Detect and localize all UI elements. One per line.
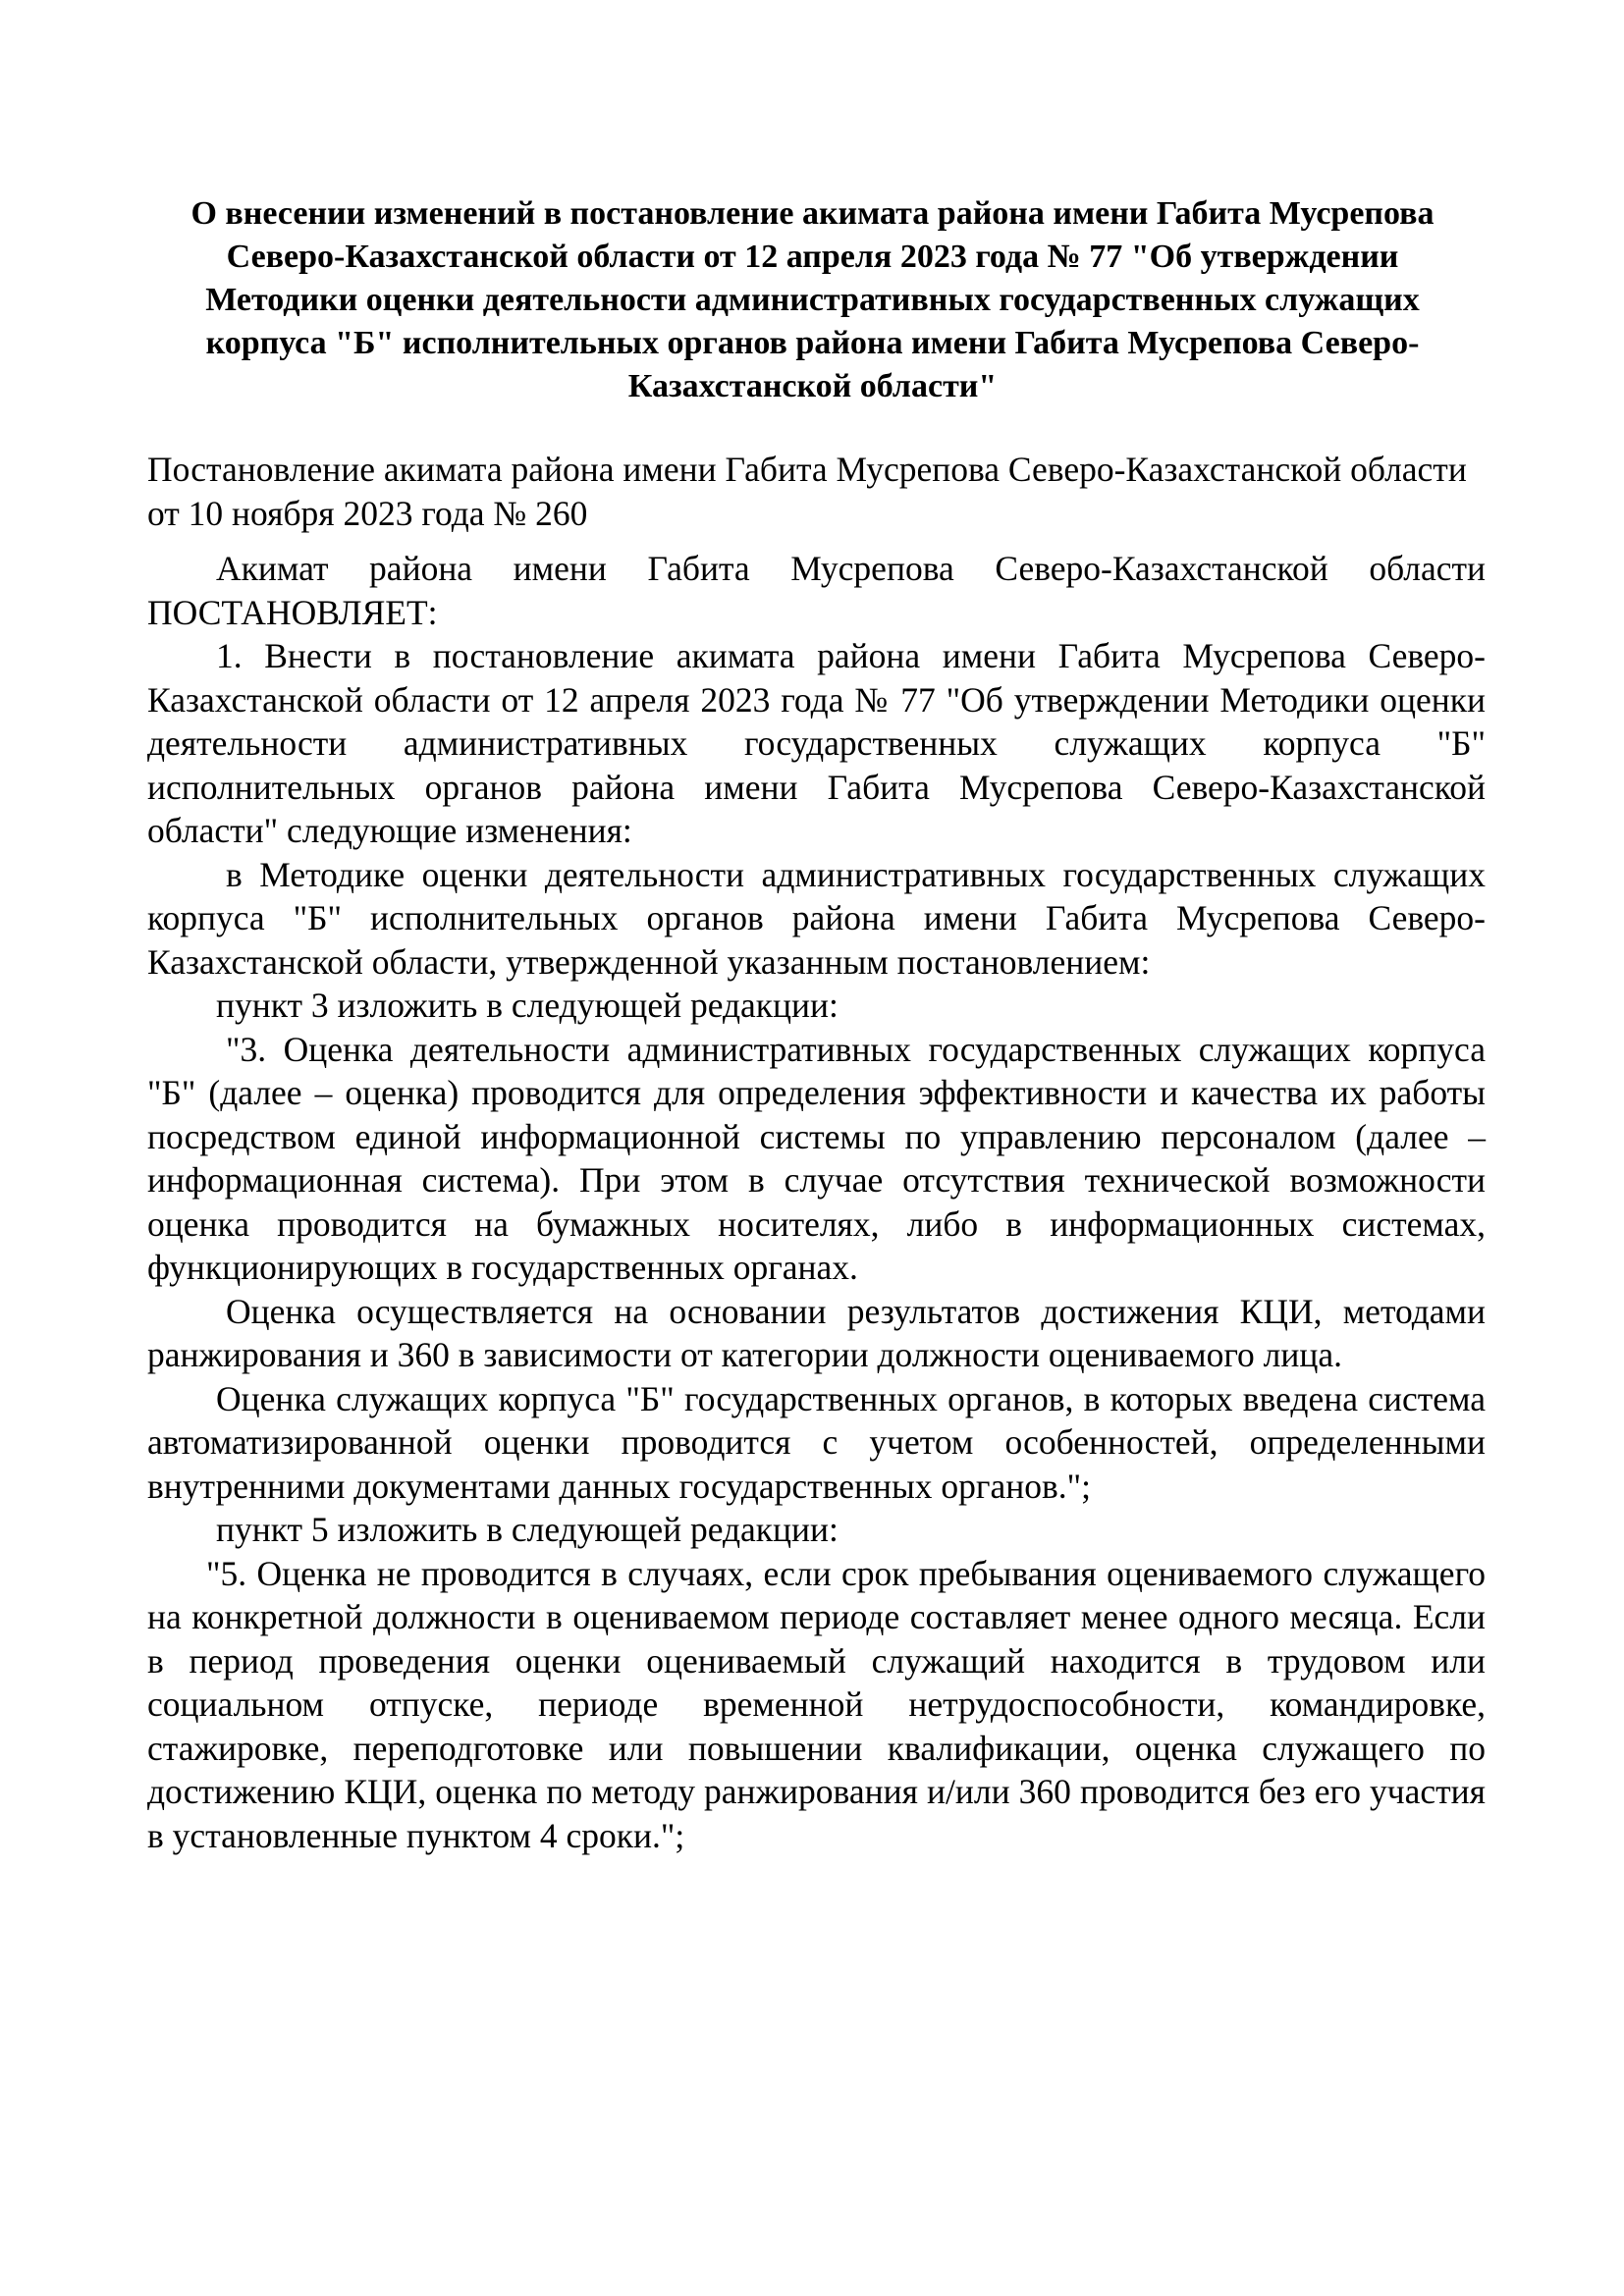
paragraph: "5. Оценка не проводится в случаях, если срок пребывания оцениваемого служащего на конкретной должности в оцениваемом периоде составляет менее одного месяца. Если в период проведения оценки оцениваемый служащий находится в трудовом или социальном отпуске, периоде временной нетрудоспособности, командировке, стажировке, переподготовке или повышении квалификации, оценка служащего по достижению КЦИ, оценка по методу ранжирования и/или 360 проводится без его участия в установленные пунктом 4 сроки."; <box>147 1553 1486 1855</box>
paragraph: в Методике оценки деятельности административных государственных служащих корпуса "Б" исполнительных органов района имени Габита Мусрепова Северо-Казахстанской области, утвержденной указанным постановлением: <box>147 854 1486 982</box>
paragraph: пункт 5 изложить в следующей редакции: <box>216 1510 839 1549</box>
paragraph: Оценка осуществляется на основании результатов достижения КЦИ, методами ранжирования и 360 в зависимости от категории должности оцениваемого лица. <box>147 1291 1486 1374</box>
document-title: О внесении изменений в постановление акимата района имени Габита Мусрепова Северо-Казахстанской области от 12 апреля 2023 года № 77 "Об утверждении Методики оценки деятельности административных государственных служащих корпуса "Б" исполнительных органов района имени Габита Мусрепова Северо-Казахстанской области" <box>190 195 1435 404</box>
resolution-reference: Постановление акимата района имени Габита Мусрепова Северо-Казахстанской области от 10 ноября 2023 года № 260 <box>147 450 1467 533</box>
paragraph: "3. Оценка деятельности административных государственных служащих корпуса "Б" (далее – оценка) проводится для определения эффективности и качества их работы посредством единой информационной системы по управлению персоналом (далее – информационная система). При этом в случае отсутствия технической возможности оценка проводится на бумажных носителях, либо в информационных системах, функционирующих в государственных органах. <box>147 1029 1486 1287</box>
document-body <box>147 448 1486 1857</box>
paragraph: 1. Внести в постановление акимата района имени Габита Мусрепова Северо-Казахстанской области от 12 апреля 2023 года № 77 "Об утверждении Методики оценки деятельности административных государственных служащих корпуса "Б" исполнительных органов района имени Габита Мусрепова Северо-Казахстанской области" следующие изменения: <box>147 636 1486 850</box>
paragraph: пункт 3 изложить в следующей редакции: <box>216 986 839 1025</box>
paragraph: Оценка служащих корпуса "Б" государственных органов, в которых введена система автоматизированной оценки проводится с учетом особенностей, определенными внутренними документами данных государственных органов."; <box>147 1378 1486 1506</box>
paragraph: Акимат района имени Габита Мусрепова Северо-Казахстанской области ПОСТАНОВЛЯЕТ: <box>147 549 1486 632</box>
